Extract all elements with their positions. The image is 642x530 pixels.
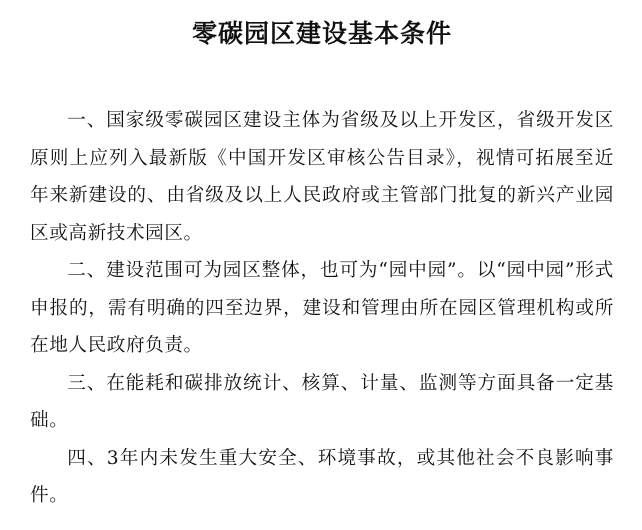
document-body <box>30 102 614 515</box>
document-title: 零碳园区建设基本条件 <box>191 19 452 48</box>
condition-paragraph-2: 二、建设范围可为园区整体，也可为“园中园”。以“园中园”形式申报的，需有明确的四至边界，建设和管理由所在园区管理机构或所在地人民政府负责。 <box>30 260 614 356</box>
condition-paragraph-4: 四、3年内未发生重大安全、环境事故，或其他社会不良影响事件。 <box>30 447 614 506</box>
condition-paragraph-3: 三、在能耗和碳排放统计、核算、计量、监测等方面具备一定基础。 <box>30 372 614 431</box>
condition-paragraph-1: 一、国家级零碳园区建设主体为省级及以上开发区，省级开发区原则上应列入最新版《中国开发区审核公告目录》，视情可拓展至近年来新建设的、由省级及以上人民政府或主管部门批复的新兴产业园区或高新技术园区。 <box>30 110 614 244</box>
